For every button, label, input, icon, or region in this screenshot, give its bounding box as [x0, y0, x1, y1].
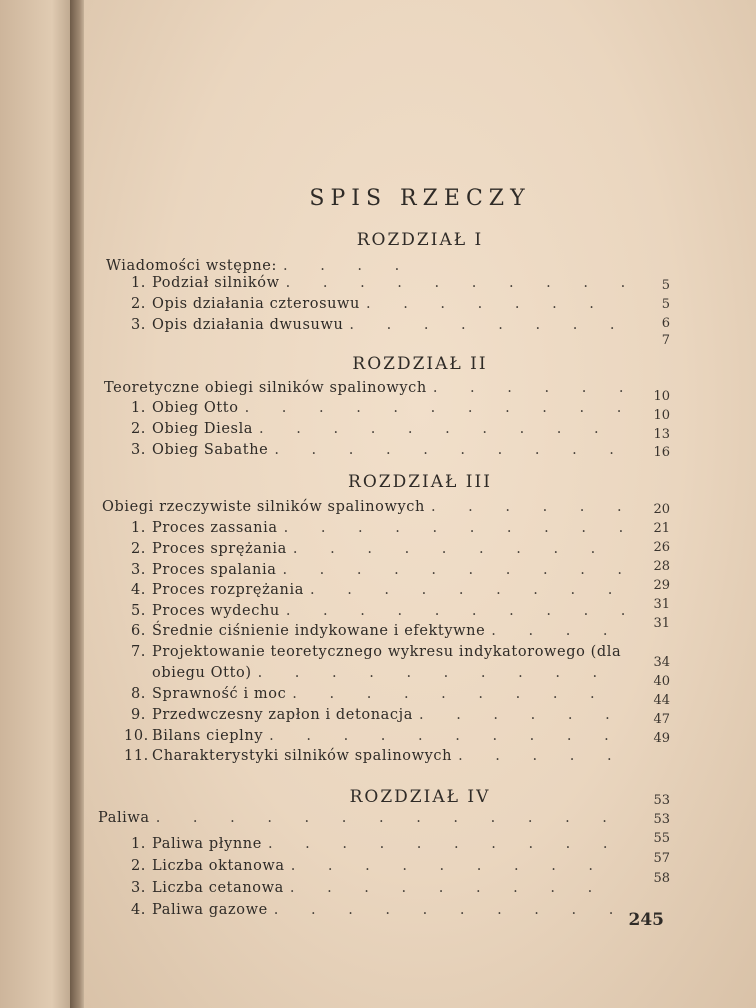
- chapter-2-heading: ROZDZIAŁ II: [352, 354, 488, 374]
- page-number: 58: [653, 871, 670, 886]
- page-number: 7: [661, 333, 670, 348]
- page-number: 44: [653, 693, 670, 708]
- toc-entry: 1. Podział silników . . .: [124, 275, 624, 295]
- page-number: 57: [653, 851, 670, 866]
- page-number: 10: [653, 408, 670, 423]
- chapter-1-intro: Wiadomości wstępne: . . .: [106, 258, 416, 278]
- chapter-4-intro: Paliwa . . .: [98, 810, 624, 830]
- page-number: 5: [661, 278, 670, 293]
- page-number: 29: [653, 578, 670, 593]
- page-number: 6: [661, 316, 670, 331]
- toc-entry: 1. Obieg Otto . . .: [124, 400, 624, 420]
- toc-entry: 3. Obieg Sabathe . . .: [124, 442, 624, 462]
- toc-entry: 5. Proces wydechu . . .: [124, 603, 624, 623]
- page-number: 21: [653, 521, 670, 536]
- toc-entry: 6. Średnie ciśnienie indykowane i efektywne . . .: [124, 623, 624, 643]
- toc-entry: 8. Sprawność i moc . . .: [124, 686, 624, 706]
- chapter-2-intro: Teoretyczne obiegi silników spalinowych . . .: [104, 380, 624, 400]
- toc-entry: 2. Liczba oktanowa . . .: [124, 858, 624, 878]
- book-page: [84, 0, 756, 1008]
- page-number: 34: [653, 655, 670, 670]
- chapter-4-heading: ROZDZIAŁ IV: [349, 787, 491, 807]
- page-number: 28: [653, 559, 670, 574]
- toc-entry: 3. Proces spalania . . .: [124, 562, 624, 582]
- chapter-3-intro: Obiegi rzeczywiste silników spalinowych . . .: [102, 499, 624, 519]
- toc-entry: 3. Opis działania dwusuwu . . .: [124, 317, 624, 337]
- toc-entry: 1. Proces zassania . . .: [124, 520, 624, 540]
- page-number: 47: [653, 712, 670, 727]
- toc-entry: 11. Charakterystyki silników spalinowych . . .: [124, 748, 624, 768]
- toc-entry: 3. Liczba cetanowa . . .: [124, 880, 624, 900]
- page-number: 31: [653, 597, 670, 612]
- left-page-edge: [0, 0, 74, 1008]
- toc-entry: 2. Obieg Diesla . . .: [124, 421, 624, 441]
- page-number: 53: [653, 812, 670, 827]
- page-number: 40: [653, 674, 670, 689]
- page-number: 10: [653, 389, 670, 404]
- toc-entry: 10. Bilans cieplny . . .: [124, 728, 624, 748]
- page-number: 31: [653, 616, 670, 631]
- toc-entry: 1. Paliwa płynne . . .: [124, 836, 624, 856]
- page-number: 5: [661, 297, 670, 312]
- toc-entry: 2. Proces sprężania . . .: [124, 541, 624, 561]
- toc-entry: 4. Proces rozprężania . . .: [124, 582, 624, 602]
- chapter-1-heading: ROZDZIAŁ I: [356, 230, 484, 250]
- toc-entry: 4. Paliwa gazowe . . .: [124, 902, 624, 922]
- toc-entry-continuation: obiegu Otto) . . .: [152, 665, 624, 685]
- page-number: 26: [653, 540, 670, 555]
- page-number: 13: [653, 427, 670, 442]
- page-number: 20: [653, 502, 670, 517]
- page-number: 49: [653, 731, 670, 746]
- page-folio-number: 245: [628, 910, 664, 930]
- page-title: SPIS RZECZY: [309, 186, 531, 211]
- page-number: 53: [653, 793, 670, 808]
- toc-entry: 7. Projektowanie teoretycznego wykresu indykatorowego (dla: [130, 644, 622, 660]
- toc-entry: 2. Opis działania czterosuwu . . .: [124, 296, 624, 316]
- toc-entry: 9. Przedwczesny zapłon i detonacja . . .: [124, 707, 624, 727]
- page-number: 16: [653, 445, 670, 460]
- chapter-3-heading: ROZDZIAŁ III: [348, 472, 492, 492]
- page-number: 55: [653, 831, 670, 846]
